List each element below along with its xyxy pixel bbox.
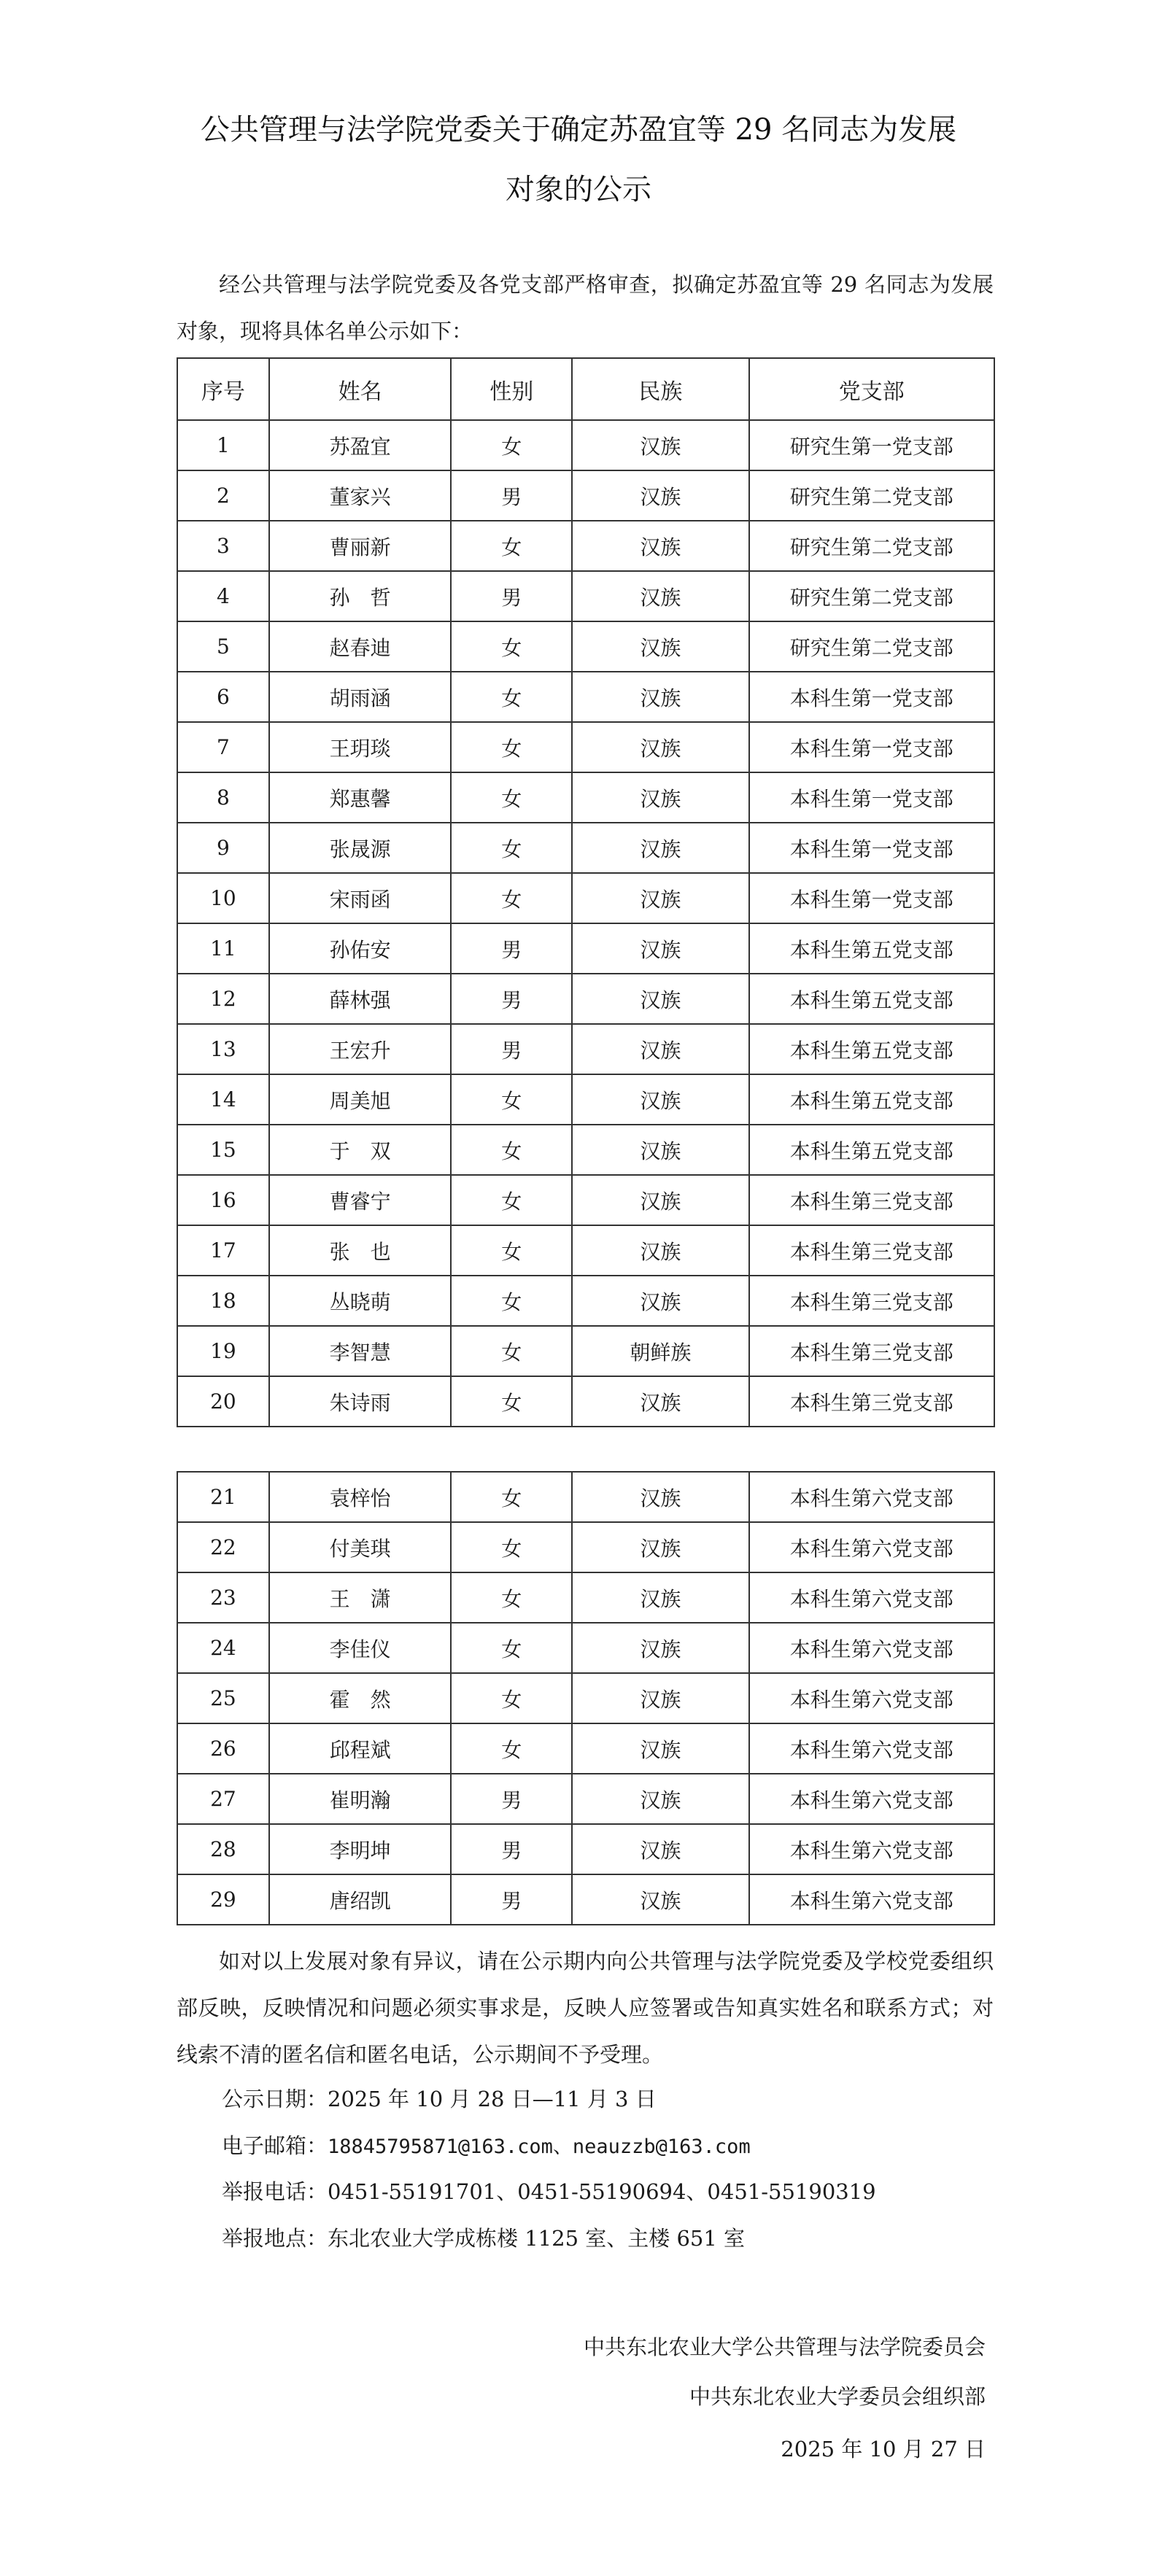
cell-ethnicity: 汉族	[572, 1572, 749, 1623]
header-name: 姓名	[269, 358, 452, 420]
cell-gender: 女	[451, 823, 572, 873]
email-label: 电子邮箱：	[222, 2133, 328, 2158]
cell-index: 25	[177, 1673, 269, 1723]
cell-index: 12	[177, 974, 269, 1024]
cell-ethnicity: 汉族	[572, 1673, 749, 1723]
table-row	[177, 1623, 994, 1673]
cell-ethnicity: 汉族	[572, 873, 749, 923]
cell-name: 于 双	[269, 1125, 452, 1175]
cell-index: 23	[177, 1572, 269, 1623]
cell-name: 王宏升	[269, 1024, 452, 1074]
table-row	[177, 1723, 994, 1774]
cell-branch: 本科生第一党支部	[749, 823, 994, 873]
cell-gender: 女	[451, 1623, 572, 1673]
signature-org2: 中共东北农业大学委员会组织部	[689, 2384, 986, 2409]
address-value: 东北农业大学成栋楼 1125 室、主楼 651 室	[328, 2226, 746, 2251]
cell-index: 6	[177, 672, 269, 722]
cell-name: 曹丽新	[269, 521, 452, 571]
cell-gender: 女	[451, 672, 572, 722]
cell-name: 张晟源	[269, 823, 452, 873]
cell-index: 21	[177, 1472, 269, 1522]
cell-branch: 本科生第五党支部	[749, 974, 994, 1024]
cell-branch: 本科生第六党支部	[749, 1774, 994, 1824]
cell-name: 李佳仪	[269, 1623, 452, 1673]
cell-ethnicity: 汉族	[572, 1623, 749, 1673]
cell-ethnicity: 汉族	[572, 772, 749, 823]
signature-date: 2025 年 10 月 27 日	[781, 2437, 986, 2461]
table-row	[177, 1572, 994, 1623]
cell-gender: 女	[451, 1276, 572, 1326]
cell-index: 13	[177, 1024, 269, 1074]
cell-gender: 女	[451, 1522, 572, 1572]
cell-branch: 研究生第二党支部	[749, 571, 994, 621]
cell-index: 11	[177, 923, 269, 974]
email-line	[222, 2131, 751, 2162]
cell-index: 22	[177, 1522, 269, 1572]
candidate-table-continued	[177, 1471, 995, 1925]
table-row	[177, 873, 994, 923]
cell-branch: 本科生第六党支部	[749, 1673, 994, 1723]
cell-branch: 本科生第五党支部	[749, 1024, 994, 1074]
cell-name: 曹睿宁	[269, 1175, 452, 1225]
cell-index: 15	[177, 1125, 269, 1175]
cell-branch: 本科生第三党支部	[749, 1225, 994, 1276]
cell-name: 丛晓萌	[269, 1276, 452, 1326]
cell-branch: 本科生第六党支部	[749, 1572, 994, 1623]
cell-name: 付美琪	[269, 1522, 452, 1572]
cell-index: 8	[177, 772, 269, 823]
cell-ethnicity: 汉族	[572, 672, 749, 722]
cell-ethnicity: 汉族	[572, 470, 749, 521]
cell-ethnicity: 汉族	[572, 1874, 749, 1925]
cell-branch: 本科生第五党支部	[749, 923, 994, 974]
cell-ethnicity: 汉族	[572, 1774, 749, 1824]
cell-gender: 女	[451, 1175, 572, 1225]
table-row	[177, 1276, 994, 1326]
cell-branch: 本科生第三党支部	[749, 1376, 994, 1427]
cell-gender: 女	[451, 1723, 572, 1774]
cell-index: 10	[177, 873, 269, 923]
cell-name: 李智慧	[269, 1326, 452, 1376]
document-title-line1: 公共管理与法学院党委关于确定苏盈宜等 29 名同志为发展	[200, 113, 957, 147]
table-body	[177, 420, 994, 1427]
address-line	[222, 2224, 745, 2253]
header-ethnicity: 民族	[572, 358, 749, 420]
table-row	[177, 974, 994, 1024]
cell-branch: 本科生第六党支部	[749, 1623, 994, 1673]
cell-branch: 本科生第五党支部	[749, 1074, 994, 1125]
email-value: 18845795871@163.com、neauzzb@163.com	[328, 2135, 751, 2158]
cell-branch: 本科生第六党支部	[749, 1472, 994, 1522]
cell-branch: 研究生第二党支部	[749, 521, 994, 571]
cell-name: 孙佑安	[269, 923, 452, 974]
cell-ethnicity: 汉族	[572, 1472, 749, 1522]
cell-name: 邱程斌	[269, 1723, 452, 1774]
cell-ethnicity: 朝鲜族	[572, 1326, 749, 1376]
table-row	[177, 1376, 994, 1427]
header-branch: 党支部	[749, 358, 994, 420]
cell-name: 霍 然	[269, 1673, 452, 1723]
date-label: 公示日期：	[222, 2087, 328, 2111]
cell-ethnicity: 汉族	[572, 1276, 749, 1326]
cell-gender: 男	[451, 1774, 572, 1824]
cell-gender: 男	[451, 1024, 572, 1074]
cell-index: 27	[177, 1774, 269, 1824]
cell-gender: 女	[451, 1472, 572, 1522]
cell-gender: 女	[451, 873, 572, 923]
cell-index: 24	[177, 1623, 269, 1673]
cell-ethnicity: 汉族	[572, 1125, 749, 1175]
cell-gender: 女	[451, 1225, 572, 1276]
phone-label: 举报电话：	[222, 2179, 328, 2204]
cell-index: 19	[177, 1326, 269, 1376]
cell-gender: 女	[451, 722, 572, 772]
cell-index: 17	[177, 1225, 269, 1276]
candidate-table	[177, 357, 995, 1427]
cell-name: 薛林强	[269, 974, 452, 1024]
cell-index: 5	[177, 621, 269, 672]
cell-branch: 研究生第二党支部	[749, 621, 994, 672]
cell-ethnicity: 汉族	[572, 1225, 749, 1276]
cell-branch: 研究生第二党支部	[749, 470, 994, 521]
cell-name: 宋雨函	[269, 873, 452, 923]
cell-branch: 本科生第五党支部	[749, 1125, 994, 1175]
intro-paragraph: 经公共管理与法学院党委及各党支部严格审查，拟确定苏盈宜等 29 名同志为发展对象，现将具体名单公示如下：	[177, 272, 994, 344]
cell-branch: 本科生第六党支部	[749, 1824, 994, 1874]
cell-gender: 男	[451, 571, 572, 621]
cell-index: 16	[177, 1175, 269, 1225]
cell-name: 王 潇	[269, 1572, 452, 1623]
cell-gender: 女	[451, 1376, 572, 1427]
cell-name: 唐绍凯	[269, 1874, 452, 1925]
cell-ethnicity: 汉族	[572, 1074, 749, 1125]
cell-name: 朱诗雨	[269, 1376, 452, 1427]
cell-name: 李明坤	[269, 1824, 452, 1874]
cell-ethnicity: 汉族	[572, 420, 749, 470]
cell-index: 20	[177, 1376, 269, 1427]
cell-name: 周美旭	[269, 1074, 452, 1125]
cell-gender: 男	[451, 1824, 572, 1874]
cell-gender: 女	[451, 420, 572, 470]
cell-index: 9	[177, 823, 269, 873]
cell-ethnicity: 汉族	[572, 1522, 749, 1572]
header-index: 序号	[177, 358, 269, 420]
table-row	[177, 420, 994, 470]
table-row	[177, 1024, 994, 1074]
cell-ethnicity: 汉族	[572, 1824, 749, 1874]
cell-ethnicity: 汉族	[572, 1175, 749, 1225]
cell-gender: 男	[451, 1874, 572, 1925]
cell-gender: 女	[451, 1326, 572, 1376]
publicity-date-line	[222, 2084, 657, 2114]
cell-gender: 女	[451, 621, 572, 672]
cell-index: 4	[177, 571, 269, 621]
cell-name: 王玥琰	[269, 722, 452, 772]
document-title-line2: 对象的公示	[506, 173, 651, 206]
cell-gender: 女	[451, 1673, 572, 1723]
cell-index: 7	[177, 722, 269, 772]
cell-branch: 本科生第一党支部	[749, 672, 994, 722]
cell-gender: 男	[451, 974, 572, 1024]
objection-paragraph: 如对以上发展对象有异议，请在公示期内向公共管理与法学院党委及学校党委组织部反映，反映情况和问题必须实事求是，反映人应签署或告知真实姓名和联系方式；对线索不清的匿名信和匿名电话，公示期间不予受理。	[177, 1949, 994, 2067]
cell-index: 29	[177, 1874, 269, 1925]
cell-index: 1	[177, 420, 269, 470]
cell-branch: 本科生第一党支部	[749, 873, 994, 923]
cell-branch: 本科生第六党支部	[749, 1723, 994, 1774]
cell-ethnicity: 汉族	[572, 1723, 749, 1774]
cell-ethnicity: 汉族	[572, 1024, 749, 1074]
table-row	[177, 1673, 994, 1723]
table-row	[177, 722, 994, 772]
cell-ethnicity: 汉族	[572, 974, 749, 1024]
table-row	[177, 621, 994, 672]
table-row	[177, 1225, 994, 1276]
cell-branch: 本科生第三党支部	[749, 1326, 994, 1376]
table-row	[177, 923, 994, 974]
cell-ethnicity: 汉族	[572, 823, 749, 873]
cell-branch: 本科生第一党支部	[749, 722, 994, 772]
header-gender: 性别	[451, 358, 572, 420]
table-row	[177, 672, 994, 722]
cell-ethnicity: 汉族	[572, 722, 749, 772]
cell-ethnicity: 汉族	[572, 923, 749, 974]
table-row	[177, 571, 994, 621]
cell-gender: 女	[451, 772, 572, 823]
date-value: 2025 年 10 月 28 日—11 月 3 日	[328, 2087, 657, 2111]
table-row	[177, 1175, 994, 1225]
table-row	[177, 1522, 994, 1572]
cell-index: 18	[177, 1276, 269, 1326]
phone-line	[222, 2177, 876, 2206]
cell-gender: 女	[451, 1074, 572, 1125]
table-row	[177, 470, 994, 521]
cell-branch: 本科生第一党支部	[749, 772, 994, 823]
table-row	[177, 521, 994, 571]
cell-index: 2	[177, 470, 269, 521]
table-row	[177, 1874, 994, 1925]
address-label: 举报地点：	[222, 2226, 328, 2251]
cell-ethnicity: 汉族	[572, 621, 749, 672]
phone-value: 0451-55191701、0451-55190694、0451-55190319	[328, 2179, 876, 2204]
table-row	[177, 772, 994, 823]
cell-name: 郑惠馨	[269, 772, 452, 823]
cell-index: 3	[177, 521, 269, 571]
cell-branch: 本科生第三党支部	[749, 1175, 994, 1225]
cell-ethnicity: 汉族	[572, 571, 749, 621]
table-row	[177, 1074, 994, 1125]
table-header-row	[177, 358, 994, 420]
cell-branch: 研究生第一党支部	[749, 420, 994, 470]
cell-name: 胡雨涵	[269, 672, 452, 722]
cell-gender: 男	[451, 923, 572, 974]
cell-gender: 女	[451, 521, 572, 571]
cell-name: 董家兴	[269, 470, 452, 521]
table-row	[177, 823, 994, 873]
cell-index: 28	[177, 1824, 269, 1874]
cell-ethnicity: 汉族	[572, 521, 749, 571]
table-row	[177, 1774, 994, 1824]
cell-ethnicity: 汉族	[572, 1376, 749, 1427]
table-row	[177, 1824, 994, 1874]
cell-branch: 本科生第三党支部	[749, 1276, 994, 1326]
signature-org1: 中共东北农业大学公共管理与法学院委员会	[583, 2335, 986, 2359]
table-row	[177, 1326, 994, 1376]
cell-name: 赵春迪	[269, 621, 452, 672]
cell-branch: 本科生第六党支部	[749, 1874, 994, 1925]
table-row	[177, 1472, 994, 1522]
cell-name: 张 也	[269, 1225, 452, 1276]
cell-index: 14	[177, 1074, 269, 1125]
cell-branch: 本科生第六党支部	[749, 1522, 994, 1572]
cell-name: 袁梓怡	[269, 1472, 452, 1522]
table-body-continued	[177, 1472, 994, 1925]
cell-gender: 女	[451, 1125, 572, 1175]
cell-name: 苏盈宜	[269, 420, 452, 470]
cell-name: 孙 哲	[269, 571, 452, 621]
table-row	[177, 1125, 994, 1175]
cell-gender: 男	[451, 470, 572, 521]
cell-name: 崔明瀚	[269, 1774, 452, 1824]
cell-gender: 女	[451, 1572, 572, 1623]
cell-index: 26	[177, 1723, 269, 1774]
